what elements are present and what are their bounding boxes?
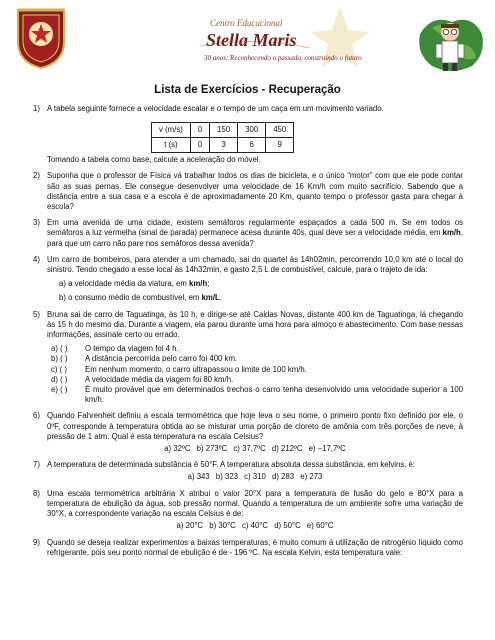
table-row [152,123,294,138]
question-number: 3) [33,218,40,228]
answer-choice[interactable]: c) 310 [244,472,266,482]
question-4 [33,255,463,304]
table-cell: 6 [238,138,266,153]
unit-emphasis: km/h [189,279,208,289]
answer-choice[interactable]: c) 37,7ºC [233,444,266,454]
school-crest-logo [14,6,68,70]
table-cell: v (m/s) [152,123,191,138]
table-cell: 150 [210,123,238,138]
option-label: d) ( ) [51,374,68,384]
page-title: Lista de Exercícios - Recuperação [154,84,341,96]
option-text: A distância percorrida pelo carro foi 400 km. [85,354,238,364]
sub-item-text: a) a velocidade média da viatura, em [59,279,190,289]
question-3 [33,218,463,249]
option-d[interactable] [51,375,463,385]
question-8 [33,489,463,532]
exercise-list [33,104,463,564]
unit-emphasis: km/h [442,228,461,238]
question-6 [33,411,463,454]
question-number: 5) [33,309,40,319]
velocity-time-table [151,122,294,153]
table-cell: 0 [190,123,209,138]
school-top-text: Centro Educacional [210,18,283,28]
answer-choice[interactable]: d) 212ºC [271,444,303,454]
question-5 [33,310,463,406]
question-2 [33,171,463,212]
school-name: Stella Maris [206,30,297,50]
answer-choices [47,472,463,482]
answer-choice[interactable]: e) 273 [300,472,323,482]
answer-choice[interactable]: e) –17,7ºC [308,444,346,454]
option-b[interactable] [51,354,463,364]
answer-choice[interactable]: a) 20°C [176,521,204,531]
answer-choices [47,444,463,454]
option-c[interactable] [51,365,463,375]
sub-item-punct: . [219,293,222,303]
question-text-end: , para que um carro não pare nos semáforos dessa avenida? [47,228,463,248]
option-e[interactable] [51,385,463,405]
question-text: Em uma avenida de uma cidade, existem semáforos regularmente espaçados a cada 500 m. Se em todos os semáforos a luz vermelha (sinal de parada) permanece acesa durante 40s, qual deve ser a velocidade média, em [47,218,463,238]
table-cell: t (s) [152,138,191,153]
answer-choice[interactable]: c) 40°C [241,521,269,531]
question-text: A temperatura de determinada substância é 50°F. A temperatura absoluta dessa substância, em kelvins, é: [47,460,416,470]
table-cell: 3 [210,138,238,153]
question-text: Suponha que o professor de Física vá trabalhar todos os dias de bicicleta, e o único “motor” com que ele pode contar são as suas pernas. Ele consegue desenvolver uma velocidade de 16 Km/h com muito sacrifício. Sabendo que a distância entre a sua casa e a escola é de aproximadamente 20 Km, quanto tempo o professor gasta para chegar à escola? [47,171,463,212]
question-number: 1) [33,104,40,113]
school-motto: 30 anos: Reconhecendo o passado, construindo o futuro [204,54,362,62]
scientist-mascot-illustration [412,4,488,80]
sub-item-a [59,279,463,289]
option-a[interactable] [51,344,463,354]
option-label: b) ( ) [51,354,68,364]
option-text: A velocidade média da viagem foi 80 km/h. [85,374,234,384]
answer-choices [47,521,463,531]
option-label: a) ( ) [51,344,68,354]
answer-choice[interactable]: d) 50°C [274,521,301,531]
table-row [152,138,294,153]
question-text: Bruna sai de carro de Taguatinga, às 10 h, e dirige-se até Caldas Novas, distante 400 km de Taguatinga, lá chegando às 15 h do mesmo dia. Durante a viagem, ela parou durante uma hora para almoço e abastecimento. Com base nessas informações, assinale certo ou errado. [47,309,463,340]
question-number: 9) [33,537,40,547]
question-7 [33,460,463,482]
sub-item-b [59,293,463,303]
school-banner [190,6,370,74]
question-9 [33,538,463,558]
question-text: Quando se deseja realizar experimentos a baixas temperaturas, é muito comum à utilização de nitrogênio líquido como refrigerante, pois seu ponto normal de ebulição é de - 196 ºC. Na escala Kelvin, esta temperatura vale: [47,537,463,557]
table-cell: 0 [190,138,209,153]
question-followup: Tomando a tabela como base, calcule a aceleração do móvel. [47,155,261,165]
question-text: Um carro de bombeiros, para atender a um chamado, sai do quartel às 14h02min, percorrendo 10,0 km até o local do sinistro. Tendo chegado a esse local às 14h32min, e gasto 2,5 L de combustível, calcule, para o trajeto de ida: [47,254,463,275]
sub-item-punct: ; [207,279,210,289]
table-cell: 300 [238,123,266,138]
question-number: 6) [33,411,40,421]
answer-choice[interactable]: a) 343 [187,472,210,482]
question-text: A tabela seguinte fornece a velocidade escalar e o tempo de um caça em um movimento variado. [47,104,384,113]
table-cell: 450 [266,123,294,138]
true-false-options [51,344,463,405]
option-text: Em nenhum momento, o carro ultrapassou o limite de 100 km/h. [85,364,307,374]
table-cell: 9 [266,138,294,153]
answer-choice[interactable]: e) 60°C [306,521,334,531]
sub-items [59,279,463,303]
question-number: 8) [33,488,40,498]
answer-choice[interactable]: b) 273ºC [196,444,228,454]
option-label: c) ( ) [51,364,68,374]
answer-choice[interactable]: a) 32ºC [164,444,191,454]
sub-item-text: b) o consumo médio de combustível, em [59,293,202,303]
question-number: 4) [33,254,40,264]
question-number: 2) [33,171,40,181]
option-text: É muito provável que em determinados trechos o carro tenha desenvolvido uma velocidade superior a 100 km/h. [85,385,463,405]
question-text: Uma escala termométrica arbitrária X atribui o valor 20°X para a temperatura de fusão do gelo e 80°X para a temperatura de ebulição da água, sob pressão normal. Quando a temperatura de um ambiente sofre uma variação de 30°X, a correspondente variação na escala Celsius é de: [47,488,463,519]
unit-emphasis: km/L [201,293,220,303]
answer-choice[interactable]: d) 283 [272,472,295,482]
option-label: e) ( ) [51,385,68,395]
answer-choice[interactable]: b) 30°C [209,521,236,531]
question-text: Quando Fahrenheit definiu a escala termométrica que hoje leva o seu nome, o primeiro ponto fixo definido por ele, o 0ºF, corresponde à temperatura obtida ao se misturar uma porção de cloreto de amônia com três porções de neve, à pressão de 1 atm. Qual é esta temperatura na escala Celsius? [47,411,463,441]
answer-choice[interactable]: b) 323 [215,472,238,482]
option-text: O tempo da viagem foi 4 h. [85,344,179,354]
question-number: 7) [33,460,40,470]
question-1 [33,104,463,165]
